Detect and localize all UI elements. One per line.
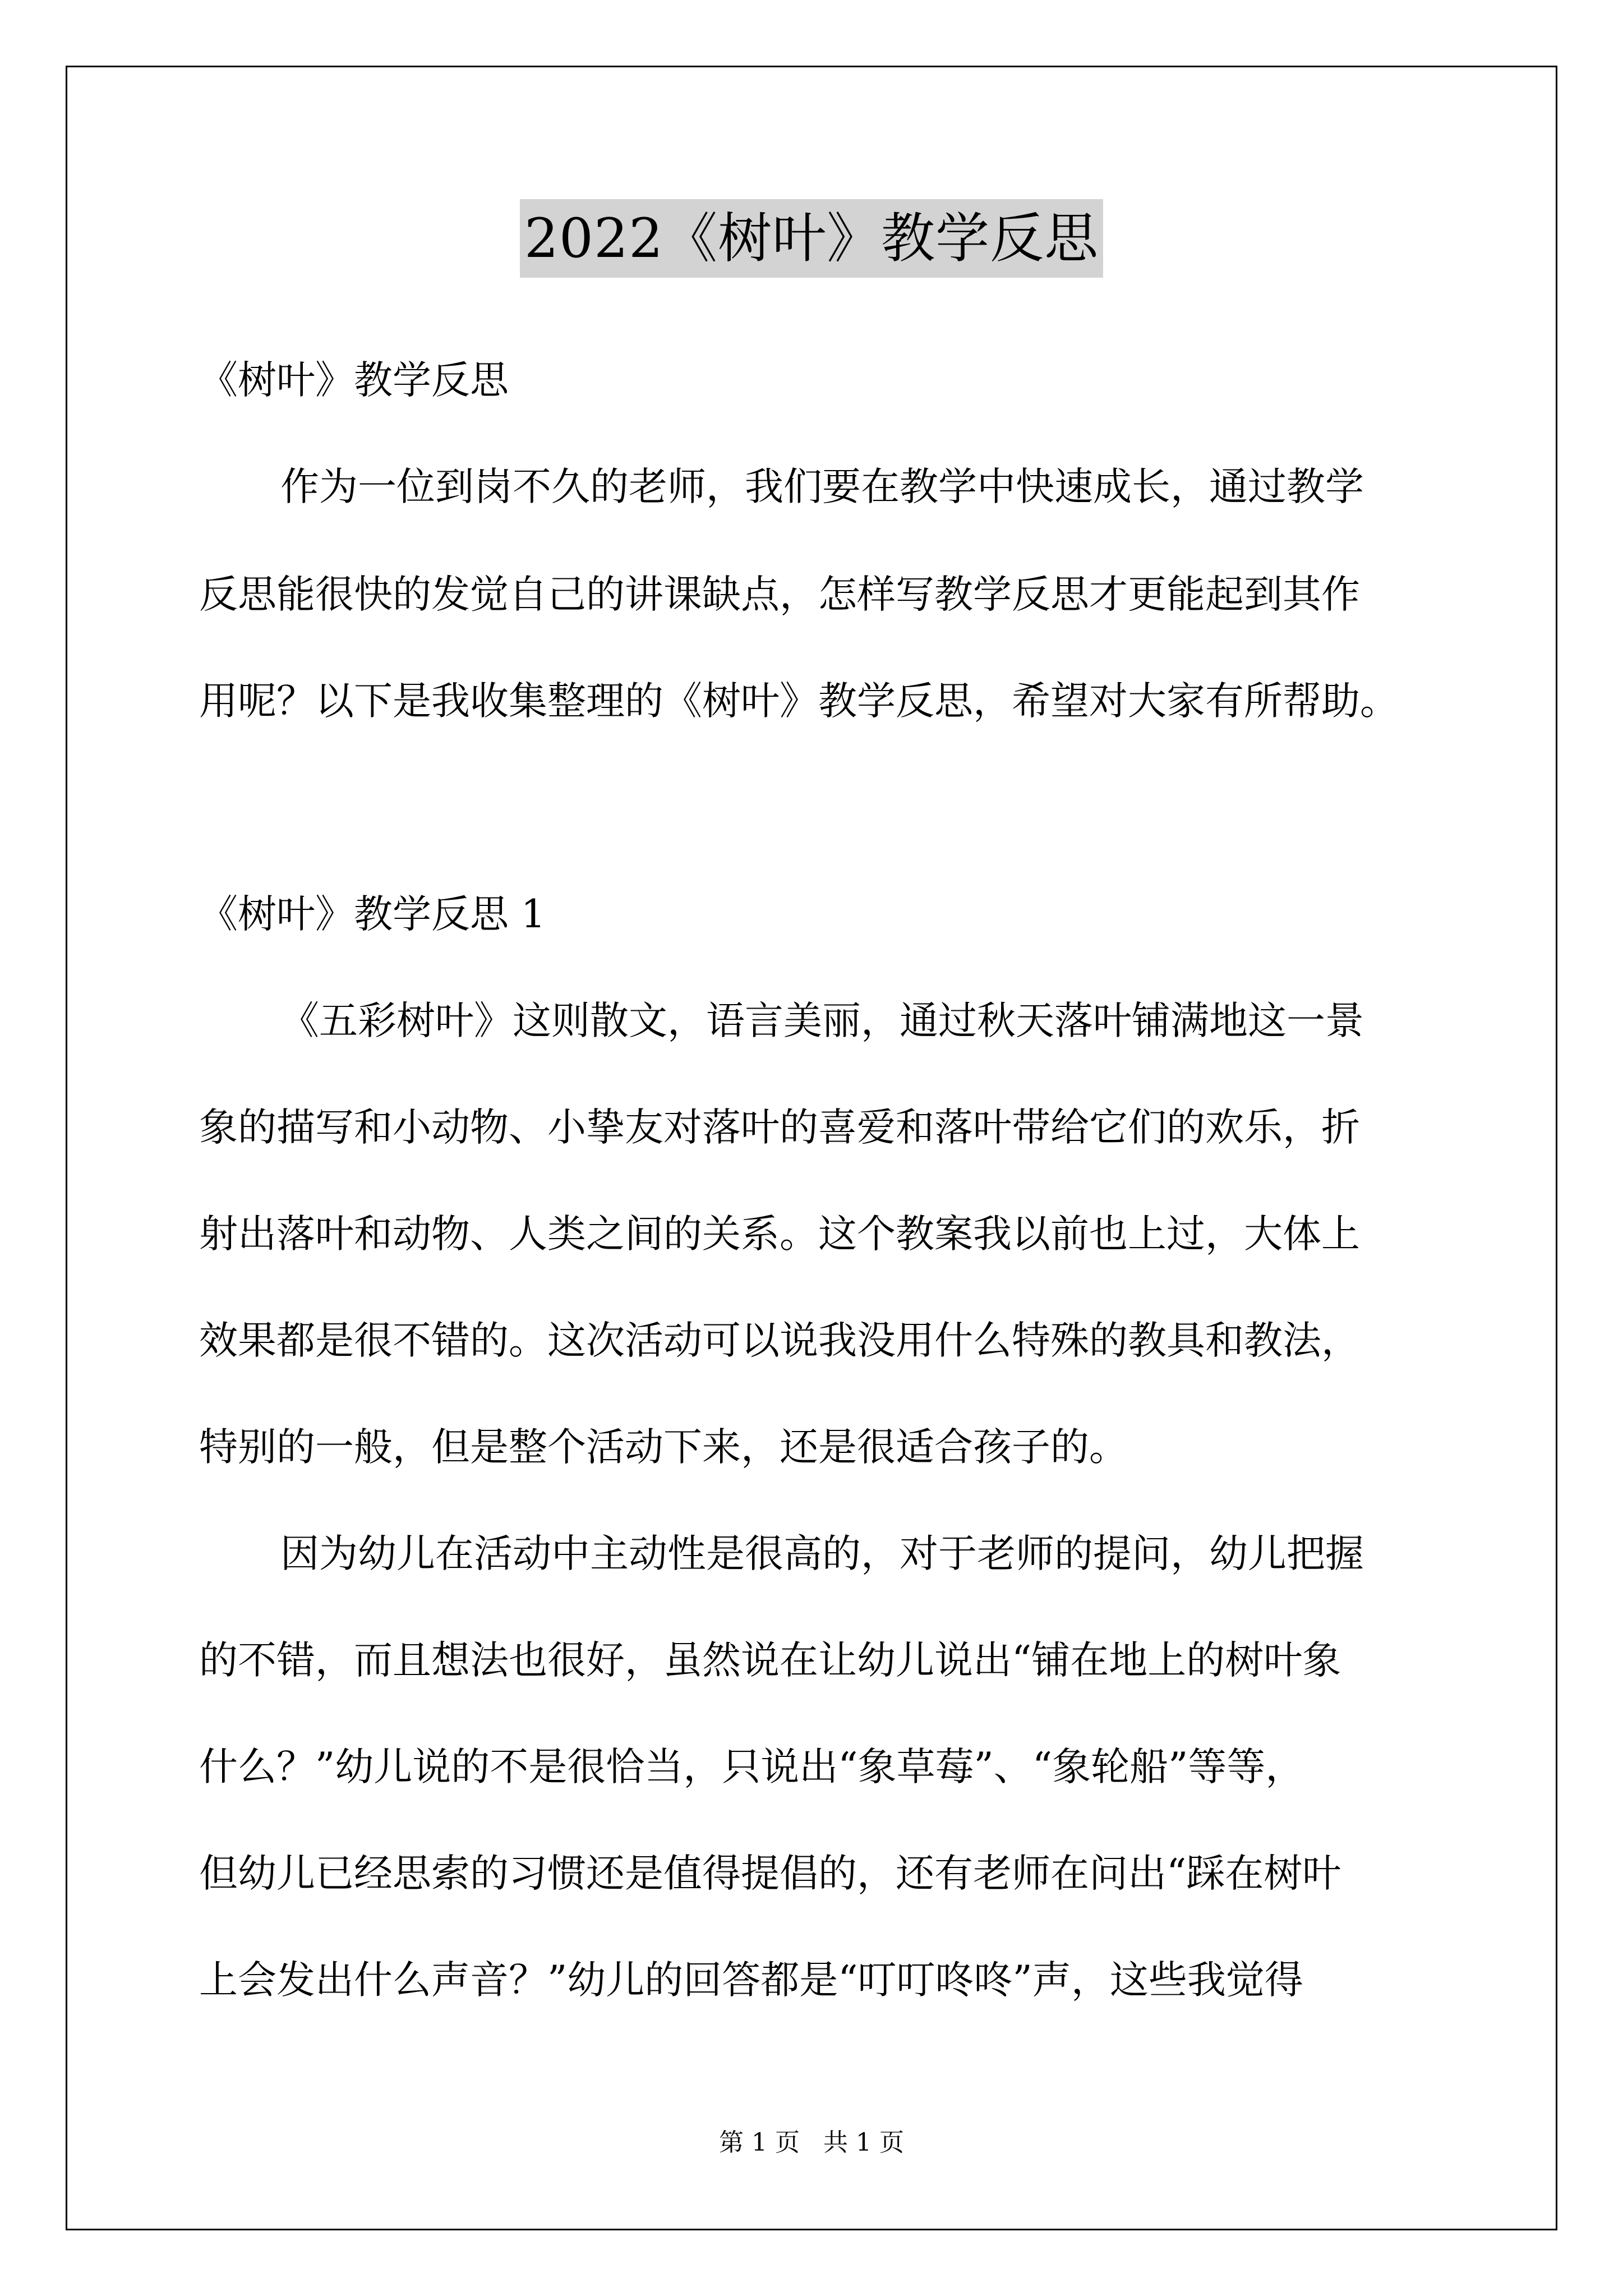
- intro-line-1: 作为一位到岗不久的老师，我们要在教学中快速成长，通过教学: [280, 464, 1364, 509]
- para1-line-2: 象的描写和小动物、小挚友对落叶的喜爱和落叶带给它们的欢乐，折: [199, 1105, 1360, 1150]
- para2-line-3: 什么？”幼儿说的不是很恰当，只说出“象草莓”、“象轮船”等等，: [199, 1745, 1304, 1789]
- intro-line-2: 反思能很快的发觉自己的讲课缺点，怎样写教学反思才更能起到其作: [199, 572, 1360, 617]
- intro-line-3: 用呢？以下是我收集整理的《树叶》教学反思，希望对大家有所帮助。: [199, 679, 1399, 724]
- para2-line-5: 上会发出什么声音？”幼儿的回答都是“叮叮咚咚”声，这些我觉得: [199, 1958, 1303, 2003]
- para1-line-1: 《五彩树叶》这则散文，语言美丽，通过秋天落叶铺满地这一景: [280, 999, 1364, 1043]
- para1-line-3: 射出落叶和动物、人类之间的关系。这个教案我以前也上过，大体上: [199, 1212, 1360, 1257]
- section-heading: 《树叶》教学反思 1: [199, 892, 546, 937]
- page-footer: [0, 2126, 1623, 2160]
- subtitle: 《树叶》教学反思: [199, 358, 509, 403]
- para1-line-5: 特别的一般，但是整个活动下来，还是很适合孩子的。: [199, 1425, 1128, 1470]
- title-container: [0, 199, 1623, 278]
- page-total: 共 1 页: [823, 2128, 904, 2157]
- para2-line-1: 因为幼儿在活动中主动性是很高的，对于老师的提问，幼儿把握: [280, 1531, 1364, 1576]
- para1-line-4: 效果都是很不错的。这次活动可以说我没用什么特殊的教具和教法，: [199, 1318, 1360, 1363]
- page-number: 第 1 页: [719, 2128, 800, 2157]
- document-title: 2022《树叶》教学反思: [520, 199, 1103, 278]
- para2-line-2: 的不错，而且想法也很好，虽然说在让幼儿说出“铺在地上的树叶象: [199, 1638, 1341, 1683]
- para2-line-4: 但幼儿已经思索的习惯还是值得提倡的，还有老师在问出“踩在树叶: [199, 1851, 1341, 1896]
